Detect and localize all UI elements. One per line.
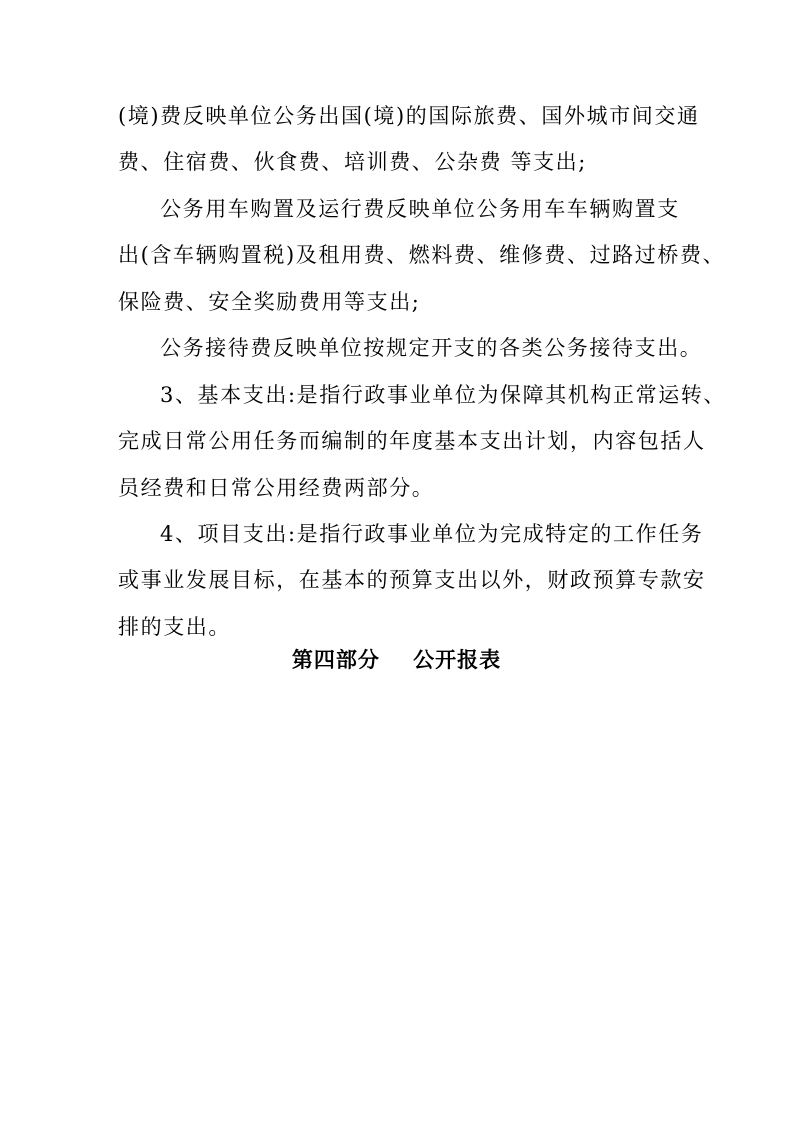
text-line: 3、基本支出:是指行政事业单位为保障其机构正常运转、 (160, 383, 727, 407)
text-line: 公务接待费反映单位按规定开支的各类公务接待支出。 (160, 336, 703, 360)
text-line: 排的支出。 (118, 615, 231, 639)
text-line: 出(含车辆购置税)及租用费、燃料费、维修费、过路过桥费、 (118, 243, 726, 267)
text-line: 保险费、安全奖励费用等支出; (118, 290, 421, 314)
text-line: 员经费和日常公用经费两部分。 (118, 476, 435, 500)
text-line: 费、住宿费、伙食费、培训费、公杂费 等支出; (118, 150, 587, 174)
text-line: (境)费反映单位公务出国(境)的国际旅费、国外城市间交通 (118, 104, 700, 128)
text-line: 公务用车购置及运行费反映单位公务用车车辆购置支 (160, 197, 680, 221)
text-line: 或事业发展目标，在基本的预算支出以外，财政预算专款安 (118, 568, 706, 592)
text-line: 完成日常公用任务而编制的年度基本支出计划，内容包括人 (118, 429, 706, 453)
text-line: 4、项目支出:是指行政事业单位为完成特定的工作任务 (160, 522, 704, 546)
section-heading: 第四部分 公开报表 (291, 648, 502, 672)
